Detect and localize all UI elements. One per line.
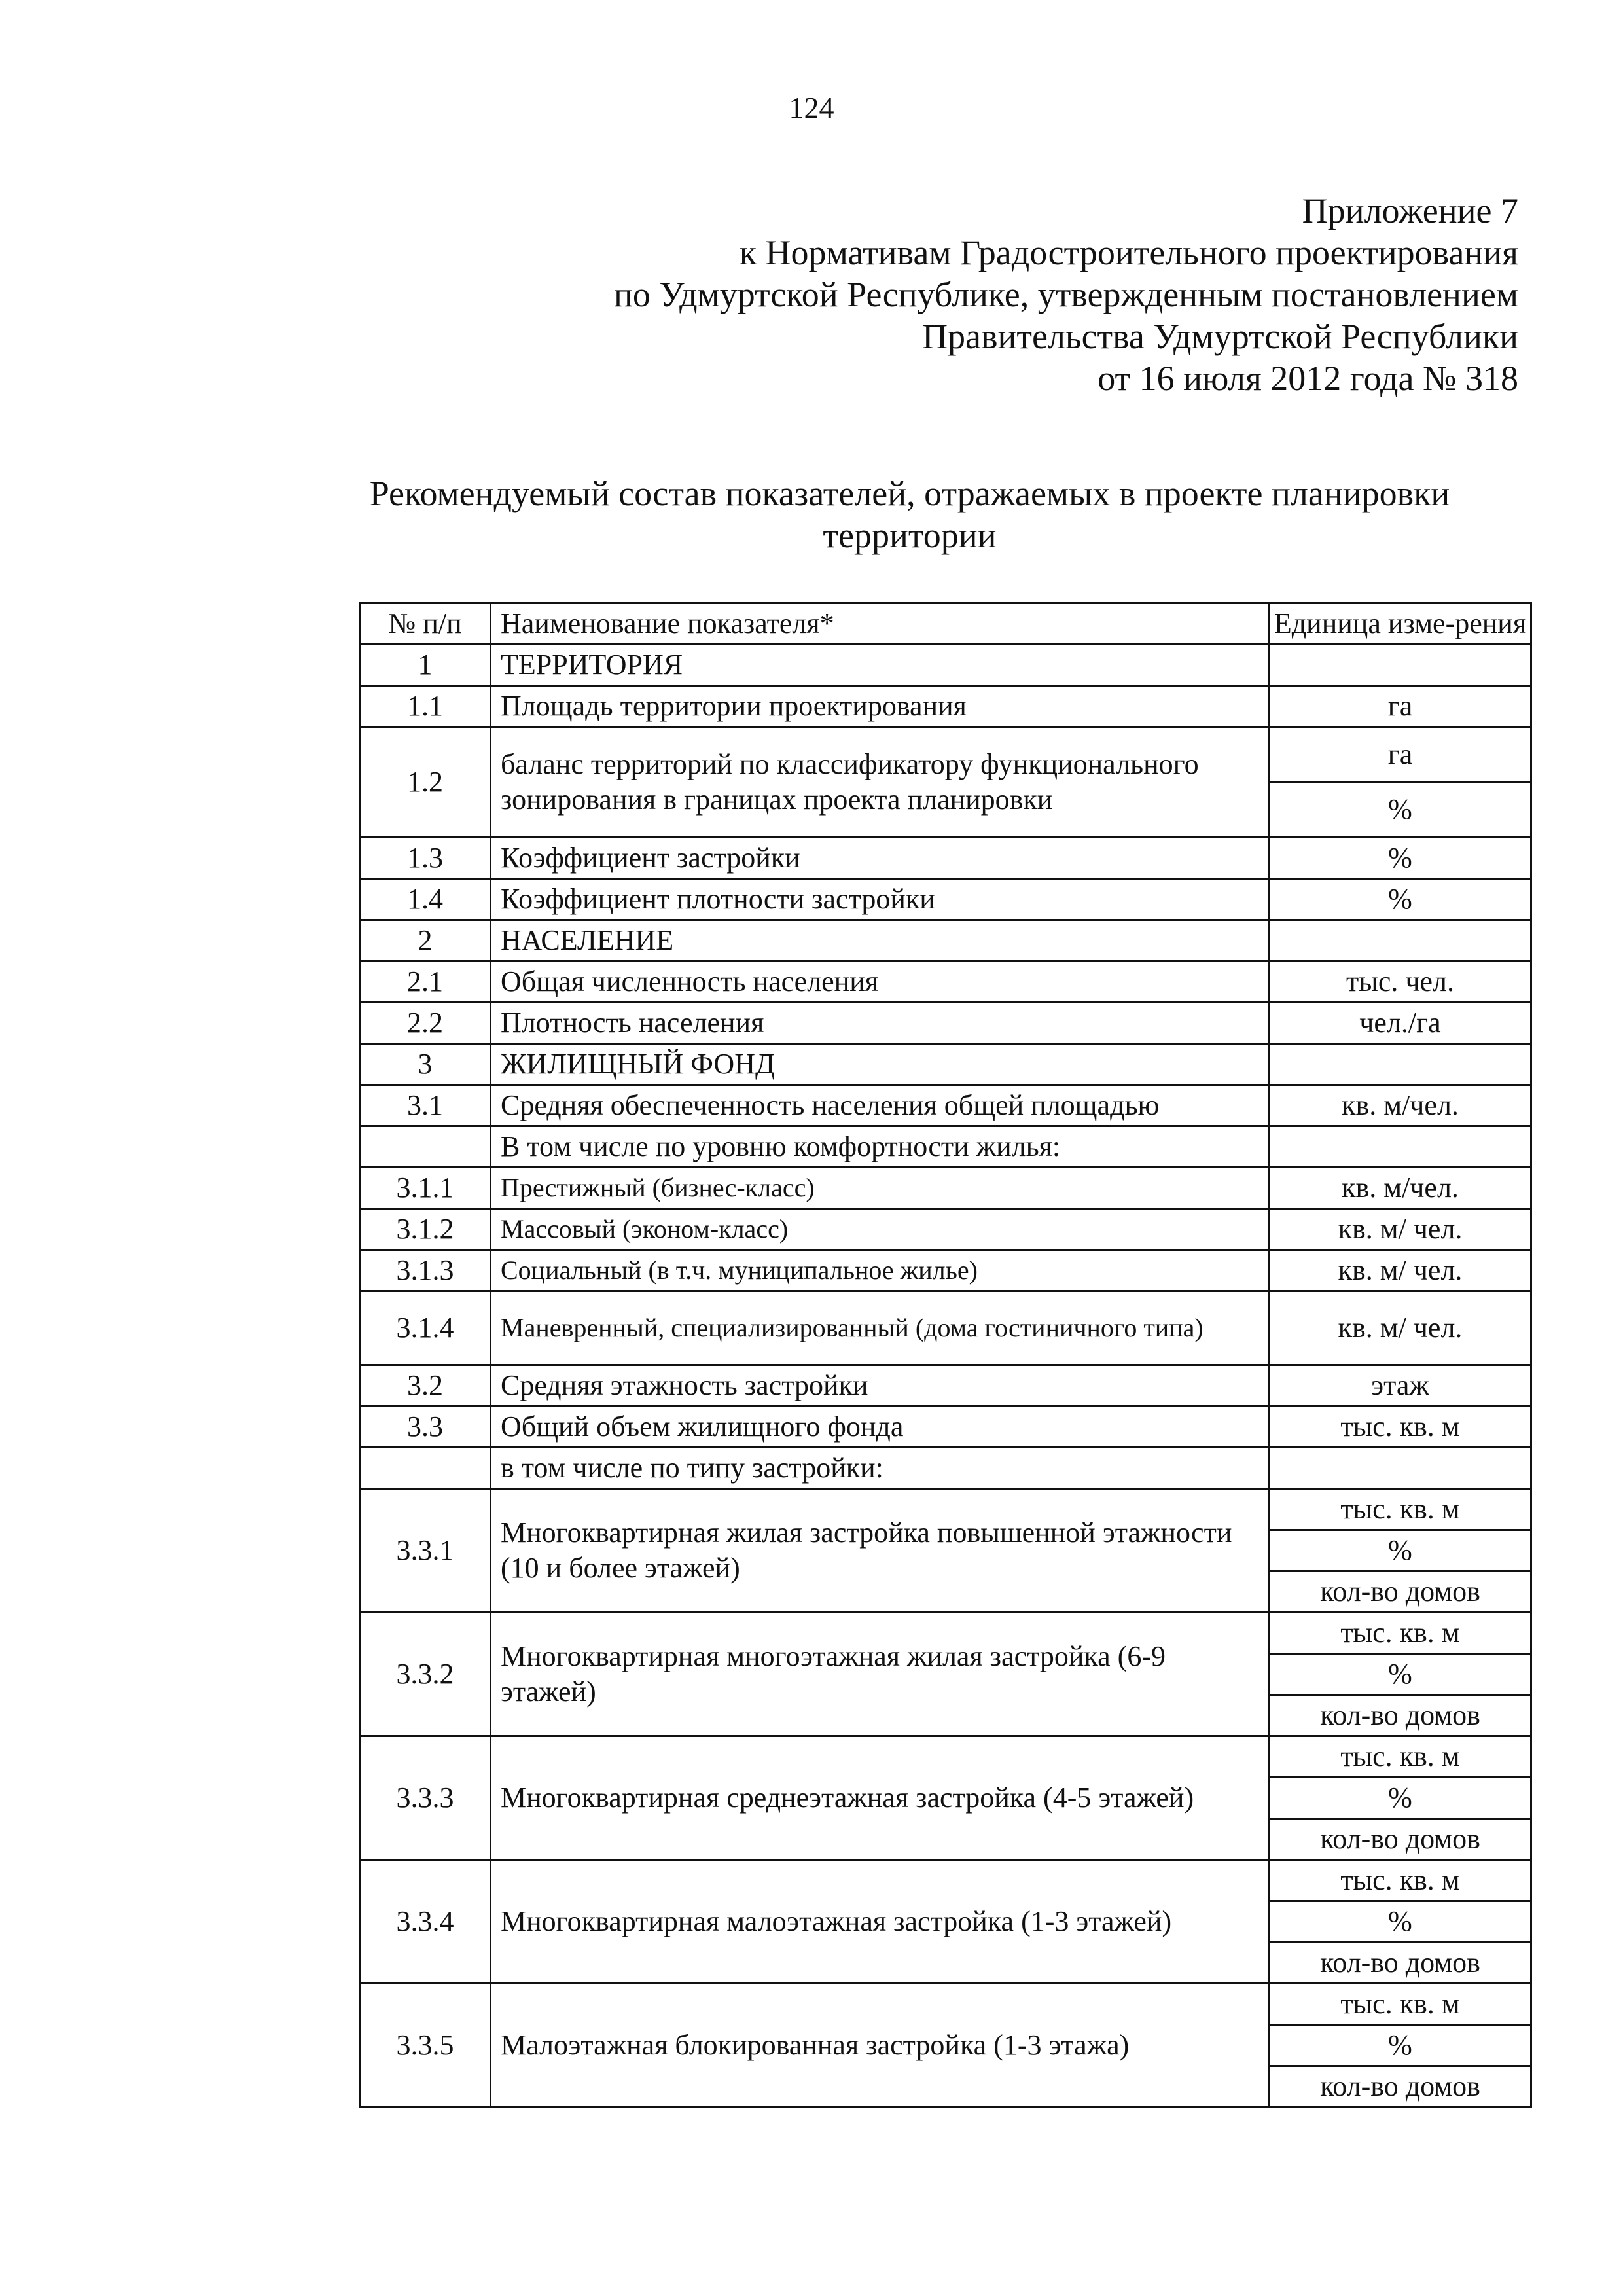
- header-unit: Единица изме-рения: [1270, 603, 1531, 645]
- table-row: [360, 879, 1531, 920]
- table-row: [360, 1407, 1531, 1448]
- row-name: Массовый (эконом-класс): [491, 1209, 1270, 1250]
- row-num: 1.1: [360, 686, 491, 727]
- row-num: 3.1.1: [360, 1168, 491, 1209]
- row-num: 2.2: [360, 1003, 491, 1044]
- row-unit: кв. м/ чел.: [1270, 1209, 1531, 1250]
- header-name: Наименование показателя*: [491, 603, 1270, 645]
- header-num: № п/п: [360, 603, 491, 645]
- row-name: Многоквартирная малоэтажная застройка (1-3 этажей): [491, 1860, 1270, 1984]
- table-row: [360, 686, 1531, 727]
- table-row: [360, 920, 1531, 961]
- table-row: [360, 1489, 1531, 1530]
- document-title: [216, 473, 1603, 556]
- row-name: ЖИЛИЩНЫЙ ФОНД: [491, 1044, 1270, 1085]
- row-num: 3.3.4: [360, 1860, 491, 1984]
- row-num: 3.3.1: [360, 1489, 491, 1613]
- row-unit: %: [1270, 782, 1531, 838]
- row-unit: [1270, 1126, 1531, 1168]
- row-num: 3.1.3: [360, 1250, 491, 1291]
- row-unit: [1270, 1044, 1531, 1085]
- row-unit: %: [1270, 1530, 1531, 1571]
- page-number: 124: [789, 91, 834, 124]
- appendix-line: по Удмуртской Республике, утвержденным постановлением: [614, 275, 1518, 314]
- row-num: 3.3.5: [360, 1984, 491, 2108]
- row-name: Малоэтажная блокированная застройка (1-3 этажа): [491, 1984, 1270, 2108]
- row-name: Социальный (в т.ч. муниципальное жилье): [491, 1250, 1270, 1291]
- row-unit: кол-во домов: [1270, 1819, 1531, 1860]
- row-unit: тыс. кв. м: [1270, 1489, 1531, 1530]
- row-unit: %: [1270, 879, 1531, 920]
- table-row: [360, 1736, 1531, 1778]
- row-num: 3.2: [360, 1365, 491, 1407]
- appendix-line: Правительства Удмуртской Республики: [922, 317, 1518, 356]
- row-num: 1.2: [360, 727, 491, 838]
- row-unit: [1270, 1448, 1531, 1489]
- row-name: Средняя этажность застройки: [491, 1365, 1270, 1407]
- table-row: [360, 1860, 1531, 1901]
- row-num: 3: [360, 1044, 491, 1085]
- row-num: 2.1: [360, 961, 491, 1003]
- row-name: ТЕРРИТОРИЯ: [491, 645, 1270, 686]
- row-num: 1.4: [360, 879, 491, 920]
- title-line: территории: [823, 516, 997, 555]
- row-num: 3.1.2: [360, 1209, 491, 1250]
- table-row: [360, 1044, 1531, 1085]
- table-row: [360, 1085, 1531, 1126]
- row-unit: кол-во домов: [1270, 1943, 1531, 1984]
- table-row: [360, 1291, 1531, 1365]
- row-unit: кол-во домов: [1270, 2066, 1531, 2108]
- row-unit: тыс. кв. м: [1270, 1860, 1531, 1901]
- row-unit: %: [1270, 1901, 1531, 1943]
- row-name: Маневренный, специализированный (дома гостиничного типа): [491, 1291, 1270, 1365]
- row-unit: тыс. кв. м: [1270, 1736, 1531, 1778]
- row-unit: кол-во домов: [1270, 1571, 1531, 1613]
- table-row: [360, 1209, 1531, 1250]
- row-name: В том числе по уровню комфортности жилья:: [491, 1126, 1270, 1168]
- table-row: [360, 838, 1531, 879]
- indicators-table: [359, 602, 1532, 2108]
- table-row: [360, 1003, 1531, 1044]
- row-unit: %: [1270, 2025, 1531, 2066]
- row-name: Плотность населения: [491, 1003, 1270, 1044]
- row-name: Многоквартирная многоэтажная жилая застройка (6-9 этажей): [491, 1613, 1270, 1736]
- table-row: [360, 1365, 1531, 1407]
- appendix-block: [275, 190, 1518, 399]
- row-name: НАСЕЛЕНИЕ: [491, 920, 1270, 961]
- row-unit: га: [1270, 727, 1531, 783]
- row-num: 1: [360, 645, 491, 686]
- row-unit: кв. м/чел.: [1270, 1085, 1531, 1126]
- table-row: [360, 1250, 1531, 1291]
- table-row: [360, 961, 1531, 1003]
- row-num: 3.3.3: [360, 1736, 491, 1860]
- row-num: [360, 1448, 491, 1489]
- row-unit: [1270, 645, 1531, 686]
- row-unit: кв. м/чел.: [1270, 1168, 1531, 1209]
- row-unit: тыс. кв. м: [1270, 1613, 1531, 1654]
- row-unit: тыс. кв. м: [1270, 1407, 1531, 1448]
- table-row: [360, 1613, 1531, 1654]
- row-name: баланс территорий по классификатору функционального зонирования в границах проекта планировки: [491, 727, 1270, 838]
- row-name: Многоквартирная среднеэтажная застройка (4-5 этажей): [491, 1736, 1270, 1860]
- row-unit: кв. м/ чел.: [1270, 1250, 1531, 1291]
- row-num: [360, 1126, 491, 1168]
- row-name: Коэффициент застройки: [491, 838, 1270, 879]
- row-num: 2: [360, 920, 491, 961]
- table-row: [360, 1984, 1531, 2025]
- appendix-line: от 16 июля 2012 года № 318: [1097, 359, 1518, 398]
- row-name: Общий объем жилищного фонда: [491, 1407, 1270, 1448]
- row-unit: [1270, 920, 1531, 961]
- row-name: Коэффициент плотности застройки: [491, 879, 1270, 920]
- row-unit: %: [1270, 1778, 1531, 1819]
- row-num: 3.1: [360, 1085, 491, 1126]
- appendix-line: к Нормативам Градостроительного проектирования: [739, 233, 1518, 272]
- row-num: 3.1.4: [360, 1291, 491, 1365]
- row-unit: кв. м/ чел.: [1270, 1291, 1531, 1365]
- row-name: Многоквартирная жилая застройка повышенной этажности (10 и более этажей): [491, 1489, 1270, 1613]
- table-row: [360, 645, 1531, 686]
- row-unit: кол-во домов: [1270, 1695, 1531, 1736]
- row-unit: тыс. чел.: [1270, 961, 1531, 1003]
- title-line: Рекомендуемый состав показателей, отражаемых в проекте планировки: [369, 474, 1450, 513]
- table-header-row: [360, 603, 1531, 645]
- row-num: 1.3: [360, 838, 491, 879]
- row-name: Средняя обеспеченность населения общей площадью: [491, 1085, 1270, 1126]
- row-name: в том числе по типу застройки:: [491, 1448, 1270, 1489]
- row-name: Площадь территории проектирования: [491, 686, 1270, 727]
- row-name: Престижный (бизнес-класс): [491, 1168, 1270, 1209]
- table-row: [360, 1126, 1531, 1168]
- row-unit: га: [1270, 686, 1531, 727]
- row-unit: %: [1270, 1654, 1531, 1695]
- row-num: 3.3.2: [360, 1613, 491, 1736]
- row-unit: чел./га: [1270, 1003, 1531, 1044]
- row-unit: %: [1270, 838, 1531, 879]
- table-row: [360, 727, 1531, 783]
- table-row: [360, 1168, 1531, 1209]
- row-num: 3.3: [360, 1407, 491, 1448]
- row-unit: этаж: [1270, 1365, 1531, 1407]
- appendix-line: Приложение 7: [1302, 191, 1518, 230]
- row-name: Общая численность населения: [491, 961, 1270, 1003]
- table-row: [360, 1448, 1531, 1489]
- row-unit: тыс. кв. м: [1270, 1984, 1531, 2025]
